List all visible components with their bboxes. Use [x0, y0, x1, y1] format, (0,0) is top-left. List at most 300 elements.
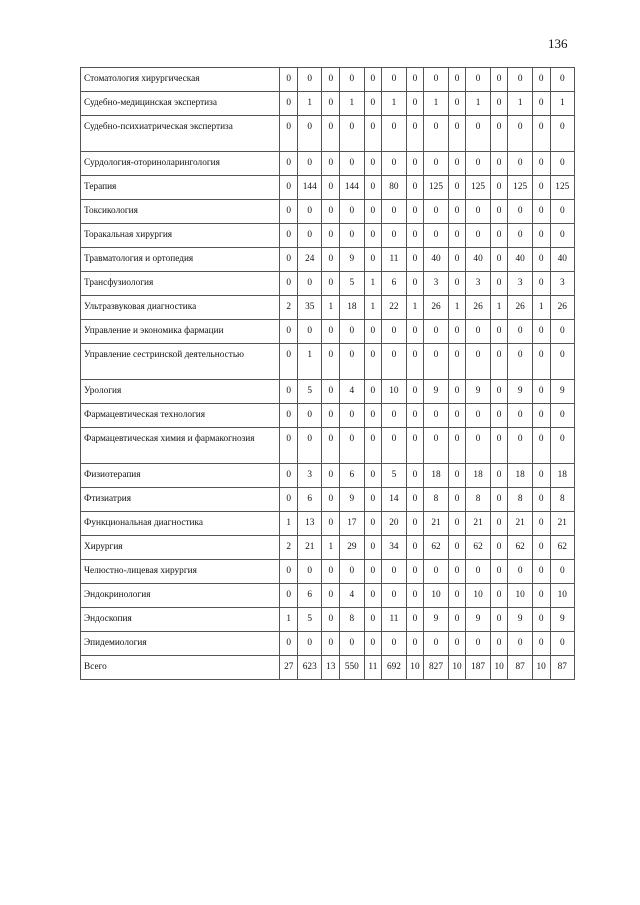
- table-cell: 0: [424, 632, 448, 656]
- table-cell: 0: [448, 92, 466, 116]
- table-cell: 87: [508, 656, 532, 680]
- table-cell: 0: [298, 152, 322, 176]
- table-cell: 0: [532, 224, 550, 248]
- table-cell: 0: [280, 92, 298, 116]
- table-cell: 0: [448, 404, 466, 428]
- row-label: Трансфузиология: [81, 272, 280, 296]
- table-cell: 11: [382, 248, 406, 272]
- table-cell: 40: [466, 248, 490, 272]
- table-cell: 6: [340, 464, 364, 488]
- table-cell: 24: [298, 248, 322, 272]
- table-cell: 0: [364, 92, 382, 116]
- table-cell: 10: [448, 656, 466, 680]
- table-cell: 0: [406, 320, 424, 344]
- table-cell: 0: [364, 488, 382, 512]
- table-cell: 0: [532, 344, 550, 380]
- table-cell: 0: [364, 536, 382, 560]
- table-cell: 0: [448, 272, 466, 296]
- table-row: [81, 68, 575, 92]
- table-cell: 1: [532, 296, 550, 320]
- table-cell: 0: [382, 632, 406, 656]
- table-cell: 2: [280, 296, 298, 320]
- table-cell: 1: [322, 296, 340, 320]
- table-cell: 0: [406, 428, 424, 464]
- row-label: Эндокринология: [81, 584, 280, 608]
- table-cell: 0: [532, 404, 550, 428]
- table-cell: 0: [322, 92, 340, 116]
- table-cell: 13: [322, 656, 340, 680]
- table-cell: 0: [364, 116, 382, 152]
- table-cell: 0: [532, 272, 550, 296]
- table-cell: 0: [508, 560, 532, 584]
- table-cell: 0: [508, 116, 532, 152]
- table-cell: 0: [490, 176, 508, 200]
- table-cell: 0: [322, 488, 340, 512]
- table-cell: 0: [406, 224, 424, 248]
- table-cell: 0: [322, 224, 340, 248]
- table-cell: 0: [364, 584, 382, 608]
- table-cell: 17: [340, 512, 364, 536]
- table-cell: 0: [448, 488, 466, 512]
- table-cell: 0: [280, 320, 298, 344]
- table-body: [81, 68, 575, 680]
- table-cell: 21: [550, 512, 574, 536]
- table-cell: 62: [550, 536, 574, 560]
- table-cell: 0: [406, 536, 424, 560]
- table-row: [81, 404, 575, 428]
- table-cell: 0: [490, 200, 508, 224]
- table-cell: 0: [532, 176, 550, 200]
- table-cell: 29: [340, 536, 364, 560]
- row-label: Эндоскопия: [81, 608, 280, 632]
- page-number: 136: [548, 36, 568, 51]
- row-label: Эпидемиология: [81, 632, 280, 656]
- table-cell: 9: [508, 608, 532, 632]
- table-cell: 0: [448, 512, 466, 536]
- table-cell: 9: [340, 248, 364, 272]
- table-cell: 8: [340, 608, 364, 632]
- table-cell: 0: [490, 488, 508, 512]
- table-cell: 0: [550, 344, 574, 380]
- table-cell: 0: [490, 248, 508, 272]
- table-cell: 0: [490, 512, 508, 536]
- table-cell: 0: [490, 344, 508, 380]
- table-cell: 0: [466, 344, 490, 380]
- table-cell: 0: [466, 68, 490, 92]
- table-cell: 0: [364, 632, 382, 656]
- table-cell: 1: [424, 92, 448, 116]
- table-row: [81, 272, 575, 296]
- table-cell: 0: [322, 320, 340, 344]
- table-cell: 0: [340, 404, 364, 428]
- table-cell: 1: [364, 272, 382, 296]
- table-cell: 0: [424, 200, 448, 224]
- table-cell: 6: [382, 272, 406, 296]
- table-cell: 1: [466, 92, 490, 116]
- table-cell: 0: [466, 632, 490, 656]
- table-cell: 0: [532, 536, 550, 560]
- table-row: [81, 488, 575, 512]
- table-cell: 0: [364, 176, 382, 200]
- table-cell: 0: [280, 464, 298, 488]
- table-cell: 26: [466, 296, 490, 320]
- table-cell: 0: [340, 344, 364, 380]
- table-cell: 0: [532, 68, 550, 92]
- table-cell: 1: [508, 92, 532, 116]
- table-cell: 0: [364, 320, 382, 344]
- table-row: [81, 584, 575, 608]
- table-cell: 0: [532, 584, 550, 608]
- table-cell: 0: [364, 224, 382, 248]
- table-cell: 0: [280, 68, 298, 92]
- table-cell: 125: [508, 176, 532, 200]
- table-cell: 0: [280, 272, 298, 296]
- table-cell: 0: [322, 512, 340, 536]
- table-cell: 1: [490, 296, 508, 320]
- table-cell: 0: [448, 608, 466, 632]
- table-cell: 0: [448, 176, 466, 200]
- table-cell: 5: [298, 380, 322, 404]
- table-cell: 5: [382, 464, 406, 488]
- table-cell: 0: [298, 272, 322, 296]
- table-cell: 0: [382, 344, 406, 380]
- table-cell: 0: [508, 632, 532, 656]
- table-cell: 0: [532, 320, 550, 344]
- table-cell: 0: [490, 608, 508, 632]
- table-cell: 0: [406, 584, 424, 608]
- table-cell: 10: [532, 656, 550, 680]
- table-cell: 0: [406, 380, 424, 404]
- table-cell: 0: [508, 344, 532, 380]
- table-cell: 125: [466, 176, 490, 200]
- table-cell: 0: [280, 632, 298, 656]
- row-label: Фармацевтическая химия и фармакогнозия: [81, 428, 280, 464]
- table-cell: 0: [490, 68, 508, 92]
- table-cell: 0: [490, 464, 508, 488]
- table-cell: 1: [280, 608, 298, 632]
- table-cell: 0: [490, 116, 508, 152]
- table-cell: 0: [532, 608, 550, 632]
- table-cell: 0: [322, 200, 340, 224]
- table-cell: 0: [406, 512, 424, 536]
- table-cell: 0: [424, 68, 448, 92]
- table-cell: 0: [508, 224, 532, 248]
- table-cell: 0: [424, 428, 448, 464]
- table-row: [81, 560, 575, 584]
- table-cell: 0: [424, 344, 448, 380]
- table-cell: 0: [508, 152, 532, 176]
- table-row: [81, 200, 575, 224]
- table-cell: 187: [466, 656, 490, 680]
- table-cell: 0: [280, 248, 298, 272]
- table-cell: 8: [550, 488, 574, 512]
- table-row: [81, 248, 575, 272]
- table-cell: 0: [448, 560, 466, 584]
- table-cell: 0: [424, 152, 448, 176]
- table-cell: 0: [490, 380, 508, 404]
- table-cell: 0: [322, 248, 340, 272]
- table-cell: 10: [490, 656, 508, 680]
- table-cell: 0: [406, 608, 424, 632]
- table-cell: 0: [466, 428, 490, 464]
- table-cell: 0: [280, 200, 298, 224]
- table-cell: 62: [424, 536, 448, 560]
- table-cell: 0: [448, 380, 466, 404]
- row-label: Челюстно-лицевая хирургия: [81, 560, 280, 584]
- table-cell: 18: [550, 464, 574, 488]
- table-cell: 0: [298, 200, 322, 224]
- row-label: Торакальная хирургия: [81, 224, 280, 248]
- table-cell: 20: [382, 512, 406, 536]
- table-row: [81, 320, 575, 344]
- table-cell: 0: [508, 200, 532, 224]
- table-cell: 5: [298, 608, 322, 632]
- table-row: [81, 464, 575, 488]
- table-row: [81, 608, 575, 632]
- table-cell: 0: [298, 632, 322, 656]
- table-cell: 0: [490, 632, 508, 656]
- table-cell: 0: [448, 248, 466, 272]
- table-cell: 0: [466, 560, 490, 584]
- table-cell: 1: [340, 92, 364, 116]
- row-label: Хирургия: [81, 536, 280, 560]
- table-cell: 0: [550, 224, 574, 248]
- table-cell: 0: [550, 200, 574, 224]
- table-cell: 0: [364, 560, 382, 584]
- table-cell: 0: [364, 380, 382, 404]
- table-cell: 14: [382, 488, 406, 512]
- table-cell: 0: [298, 428, 322, 464]
- table-cell: 6: [298, 488, 322, 512]
- table-cell: 0: [280, 428, 298, 464]
- table-cell: 0: [448, 428, 466, 464]
- table-cell: 144: [340, 176, 364, 200]
- table-cell: 0: [448, 344, 466, 380]
- table-cell: 0: [280, 488, 298, 512]
- table-cell: 26: [508, 296, 532, 320]
- table-cell: 21: [466, 512, 490, 536]
- table-row: [81, 656, 575, 680]
- table-cell: 5: [340, 272, 364, 296]
- table-cell: 18: [508, 464, 532, 488]
- table-cell: 0: [298, 224, 322, 248]
- table-cell: 8: [466, 488, 490, 512]
- table-cell: 0: [340, 428, 364, 464]
- row-label: Фтизиатрия: [81, 488, 280, 512]
- table-cell: 62: [466, 536, 490, 560]
- table-cell: 0: [280, 584, 298, 608]
- table-cell: 0: [322, 176, 340, 200]
- table-cell: 8: [508, 488, 532, 512]
- table-cell: 0: [382, 224, 406, 248]
- table-cell: 6: [298, 584, 322, 608]
- table-cell: 0: [448, 116, 466, 152]
- table-row: [81, 296, 575, 320]
- table-cell: 9: [340, 488, 364, 512]
- table-cell: 0: [490, 92, 508, 116]
- table-cell: 13: [298, 512, 322, 536]
- table-cell: 18: [340, 296, 364, 320]
- table-cell: 0: [340, 560, 364, 584]
- table-cell: 144: [298, 176, 322, 200]
- table-cell: 0: [550, 320, 574, 344]
- table-cell: 10: [382, 380, 406, 404]
- table-row: [81, 632, 575, 656]
- table-cell: 0: [406, 92, 424, 116]
- table-cell: 4: [340, 584, 364, 608]
- table-cell: 0: [550, 116, 574, 152]
- table-cell: 3: [424, 272, 448, 296]
- table-cell: 0: [280, 152, 298, 176]
- table-row: [81, 380, 575, 404]
- table-cell: 18: [466, 464, 490, 488]
- table-row: [81, 152, 575, 176]
- table-cell: 0: [508, 428, 532, 464]
- row-label: Судебно-психиатрическая экспертиза: [81, 116, 280, 152]
- table-cell: 0: [508, 320, 532, 344]
- table-cell: 0: [406, 560, 424, 584]
- table-cell: 125: [550, 176, 574, 200]
- table-cell: 0: [466, 200, 490, 224]
- row-label: Физиотерапия: [81, 464, 280, 488]
- table-cell: 9: [466, 608, 490, 632]
- table-cell: 26: [424, 296, 448, 320]
- table-cell: 0: [382, 152, 406, 176]
- table-cell: 10: [550, 584, 574, 608]
- table-cell: 0: [550, 152, 574, 176]
- table-cell: 0: [406, 404, 424, 428]
- table-cell: 0: [406, 632, 424, 656]
- table-cell: 0: [298, 404, 322, 428]
- table-cell: 1: [280, 512, 298, 536]
- table-cell: 0: [508, 68, 532, 92]
- table-cell: 0: [298, 560, 322, 584]
- table-cell: 9: [508, 380, 532, 404]
- table-cell: 0: [322, 152, 340, 176]
- table-cell: 0: [532, 200, 550, 224]
- table-cell: 0: [424, 224, 448, 248]
- table-cell: 0: [340, 68, 364, 92]
- table-cell: 10: [508, 584, 532, 608]
- table-row: [81, 116, 575, 152]
- table-cell: 9: [424, 380, 448, 404]
- table-cell: 0: [466, 320, 490, 344]
- table-cell: 40: [550, 248, 574, 272]
- table-cell: 0: [406, 200, 424, 224]
- table-cell: 62: [508, 536, 532, 560]
- table-row: [81, 224, 575, 248]
- table-cell: 22: [382, 296, 406, 320]
- table-cell: 1: [406, 296, 424, 320]
- table-cell: 0: [280, 224, 298, 248]
- row-label: Токсикология: [81, 200, 280, 224]
- table-cell: 0: [382, 404, 406, 428]
- table-cell: 0: [406, 68, 424, 92]
- table-cell: 0: [340, 632, 364, 656]
- table-cell: 0: [448, 224, 466, 248]
- table-cell: 26: [550, 296, 574, 320]
- table-row: [81, 512, 575, 536]
- table-cell: 0: [490, 428, 508, 464]
- table-cell: 40: [508, 248, 532, 272]
- table-cell: 0: [322, 344, 340, 380]
- table-cell: 4: [340, 380, 364, 404]
- table-cell: 0: [448, 584, 466, 608]
- table-cell: 40: [424, 248, 448, 272]
- table-cell: 0: [340, 152, 364, 176]
- table-cell: 0: [280, 404, 298, 428]
- table-cell: 0: [406, 152, 424, 176]
- row-label: Урология: [81, 380, 280, 404]
- table-cell: 0: [340, 224, 364, 248]
- table-cell: 0: [448, 68, 466, 92]
- table-cell: 125: [424, 176, 448, 200]
- table-cell: 21: [508, 512, 532, 536]
- table-cell: 21: [298, 536, 322, 560]
- table-cell: 0: [364, 152, 382, 176]
- table-cell: 0: [364, 344, 382, 380]
- table-cell: 0: [532, 380, 550, 404]
- table-cell: 9: [466, 380, 490, 404]
- table-cell: 0: [448, 200, 466, 224]
- table-row: [81, 176, 575, 200]
- table-cell: 10: [424, 584, 448, 608]
- row-label: Управление и экономика фармации: [81, 320, 280, 344]
- table-cell: 0: [340, 116, 364, 152]
- table-cell: 0: [448, 536, 466, 560]
- table-cell: 0: [424, 560, 448, 584]
- table-cell: 0: [448, 152, 466, 176]
- specialty-table: [80, 67, 575, 680]
- table-cell: 0: [364, 464, 382, 488]
- table-cell: 0: [490, 560, 508, 584]
- table-cell: 0: [364, 512, 382, 536]
- table-cell: 1: [298, 92, 322, 116]
- table-cell: 9: [550, 608, 574, 632]
- row-label: Всего: [81, 656, 280, 680]
- table-cell: 0: [322, 68, 340, 92]
- row-label: Судебно-медицинская экспертиза: [81, 92, 280, 116]
- table-cell: 692: [382, 656, 406, 680]
- table-cell: 0: [424, 404, 448, 428]
- table-cell: 0: [532, 92, 550, 116]
- table-cell: 0: [532, 116, 550, 152]
- table-cell: 0: [532, 632, 550, 656]
- table-cell: 0: [532, 248, 550, 272]
- table-cell: 0: [532, 488, 550, 512]
- table-cell: 550: [340, 656, 364, 680]
- table-cell: 9: [424, 608, 448, 632]
- table-cell: 0: [340, 200, 364, 224]
- table-cell: 87: [550, 656, 574, 680]
- table-cell: 3: [466, 272, 490, 296]
- row-label: Функциональная диагностика: [81, 512, 280, 536]
- table-cell: 0: [322, 584, 340, 608]
- table-cell: 0: [406, 116, 424, 152]
- table-cell: 0: [532, 560, 550, 584]
- row-label: Управление сестринской деятельностью: [81, 344, 280, 380]
- table-cell: 18: [424, 464, 448, 488]
- table-cell: 0: [280, 176, 298, 200]
- row-label: Ультразвуковая диагностика: [81, 296, 280, 320]
- table-cell: 0: [466, 116, 490, 152]
- table-cell: 0: [550, 632, 574, 656]
- table-cell: 0: [490, 272, 508, 296]
- table-cell: 0: [322, 608, 340, 632]
- table-cell: 0: [490, 404, 508, 428]
- table-cell: 0: [382, 584, 406, 608]
- table-cell: 0: [550, 428, 574, 464]
